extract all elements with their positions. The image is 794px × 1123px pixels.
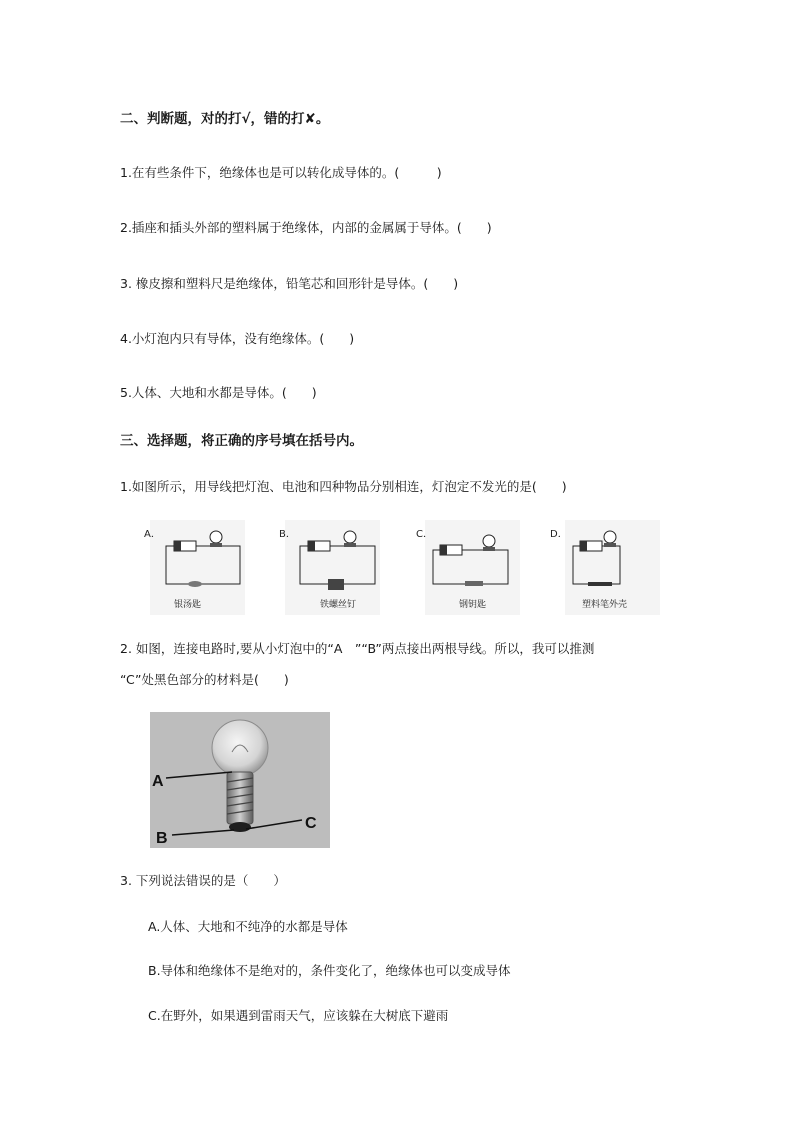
bulb-icon [344,531,356,543]
circuit-option-a [144,520,245,615]
circuit-option-b [279,520,380,615]
circuit-d-letter: D． [550,529,568,540]
judge-item-2: 2.插座和插头外部的塑料属于绝缘体，内部的金属属于导体。( ) [120,220,492,235]
judge-item-4: 4.小灯泡内只有导体，没有绝缘体。( ) [120,331,355,346]
section3-heading: 三、选择题，将正确的序号填在括号内。 [120,433,363,449]
choice-q3-option-c: C.在野外，如果遇到雷雨天气，应该躲在大树底下避雨 [148,1008,449,1023]
circuit-option-c [416,520,520,615]
bulb-icon [604,531,616,543]
bulb-glass-icon [212,720,268,776]
section2-heading: 二、判断题，对的打√，错的打✘。 [120,111,330,127]
bulb-icon [483,535,495,547]
choice-q2-line2: “C”处黑色部分的材料是( ) [120,672,289,687]
circuit-d-caption: 塑料笔外壳 [582,600,628,610]
bulb-label-c: C [305,815,317,832]
circuit-c-caption: 钢钥匙 [459,600,487,610]
circuit-figures [140,520,628,615]
bulb-photo [150,712,330,848]
circuit-b-letter: B． [279,529,296,540]
choice-q3-text: 3. 下列说法错误的是（ ） [120,873,286,888]
choice-q2-line1: 2. 如图，连接电路时,要从小灯泡中的“A ”“B”两点接出两根导线。所以，我可以推测 [120,641,595,656]
bulb-icon [210,531,222,543]
circuit-a-letter: A． [144,529,161,540]
circuit-c-letter: C． [416,529,433,540]
circuit-b-caption: 铁螺丝钉 [320,600,357,610]
circuit-option-d [550,520,660,615]
pen-shell-icon [588,582,612,586]
judge-item-3: 3. 橡皮擦和塑料尺是绝缘体，铅笔芯和回形针是导体。( ) [120,276,459,291]
screw-icon [328,579,344,590]
choice-q3-option-a: A.人体、大地和不纯净的水都是导体 [148,919,348,934]
spoon-icon [188,581,202,587]
judge-item-5: 5.人体、大地和水都是导体。( ) [120,385,317,400]
choice-q1-text: 1.如图所示，用导线把灯泡、电池和四种物品分别相连，灯泡定不发光的是( ) [120,479,567,494]
bulb-label-a: A [152,773,164,790]
key-icon [465,581,483,586]
judge-item-1: 1.在有些条件下，绝缘体也是可以转化成导体的。( ) [120,165,442,180]
choice-q3-option-b: B.导体和绝缘体不是绝对的，条件变化了，绝缘体也可以变成导体 [148,963,511,978]
bulb-label-b: B [156,830,168,847]
circuit-a-caption: 银汤匙 [174,600,202,610]
